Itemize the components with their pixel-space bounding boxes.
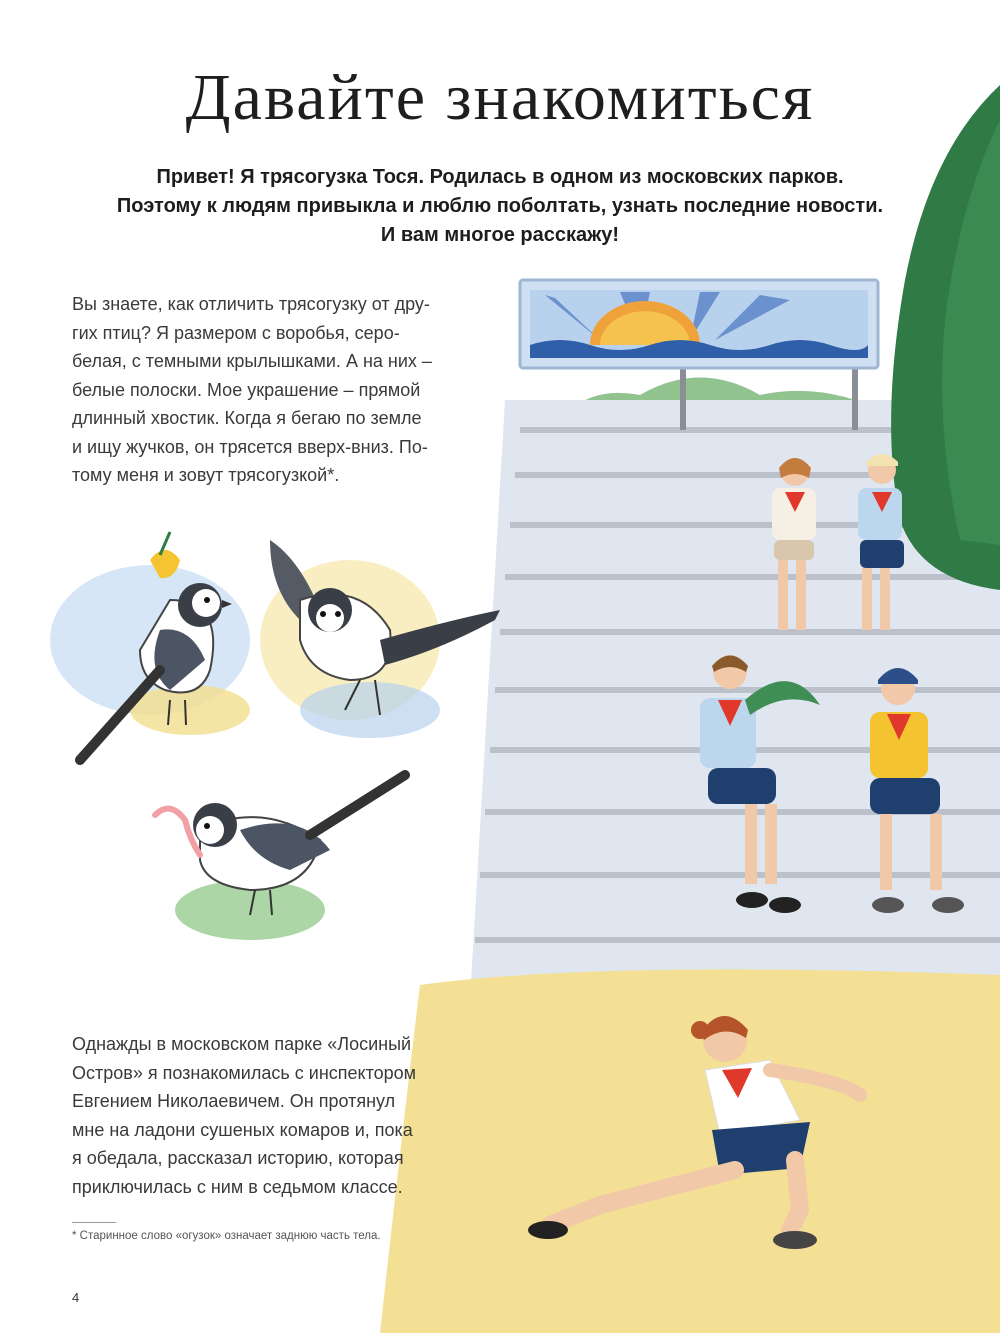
paragraph-line: Остров» я познакомилась с инспектором: [72, 1062, 417, 1083]
paragraph-line: белые полоски. Мое украшение – прямой: [72, 379, 421, 400]
intro-text: [100, 163, 900, 250]
paragraph-line: белая, с темными крылышками. А на них –: [72, 351, 432, 371]
paragraph-line: длинный хвостик. Когда я бегаю по земле: [72, 408, 422, 428]
paragraph-line: тому меня и зовут трясогузкой*.: [72, 465, 340, 485]
intro-line: Поэтому к людям привыкла и люблю поболтать, узнать последние новости.: [116, 195, 884, 217]
paragraph-line: и ищу жучков, он трясется вверх-вниз. По-: [72, 436, 428, 457]
paragraph-line: я обедала, рассказал историю, которая: [72, 1148, 404, 1168]
intro-line: Привет! Я трясогузка Тося. Родилась в одном из московских парков.: [156, 166, 844, 188]
wagtail-with-worm-icon: [155, 775, 405, 940]
paragraph-story-intro: [72, 1030, 482, 1201]
paragraph-about-wagtail: [72, 290, 482, 490]
page-title: Давайте знакомиться: [185, 61, 815, 134]
wagtail-wings-spread-icon: [260, 540, 500, 738]
paragraph-line: Однажды в московском парке «Лосиный: [72, 1034, 412, 1054]
wagtail-with-flower-icon: [50, 532, 250, 760]
intro-line: И вам многое расскажу!: [380, 224, 620, 246]
paragraph-line: приключилась с ним в седьмом классе.: [72, 1176, 403, 1197]
paragraph-line: мне на ладони сушеных комаров и, пока: [72, 1119, 413, 1140]
paragraph-line: гих птиц? Я размером с воробья, серо-: [72, 322, 400, 343]
paragraph-line: Вы знаете, как отличить трясогузку от дру-: [72, 294, 430, 314]
footnote: * Старинное слово «огузок» означает заднюю часть тела.: [72, 1230, 381, 1242]
paragraph-line: Евгением Николаевичем. Он протянул: [72, 1091, 396, 1111]
page-number: 4: [72, 1290, 80, 1305]
footnote-divider: [72, 1222, 116, 1223]
